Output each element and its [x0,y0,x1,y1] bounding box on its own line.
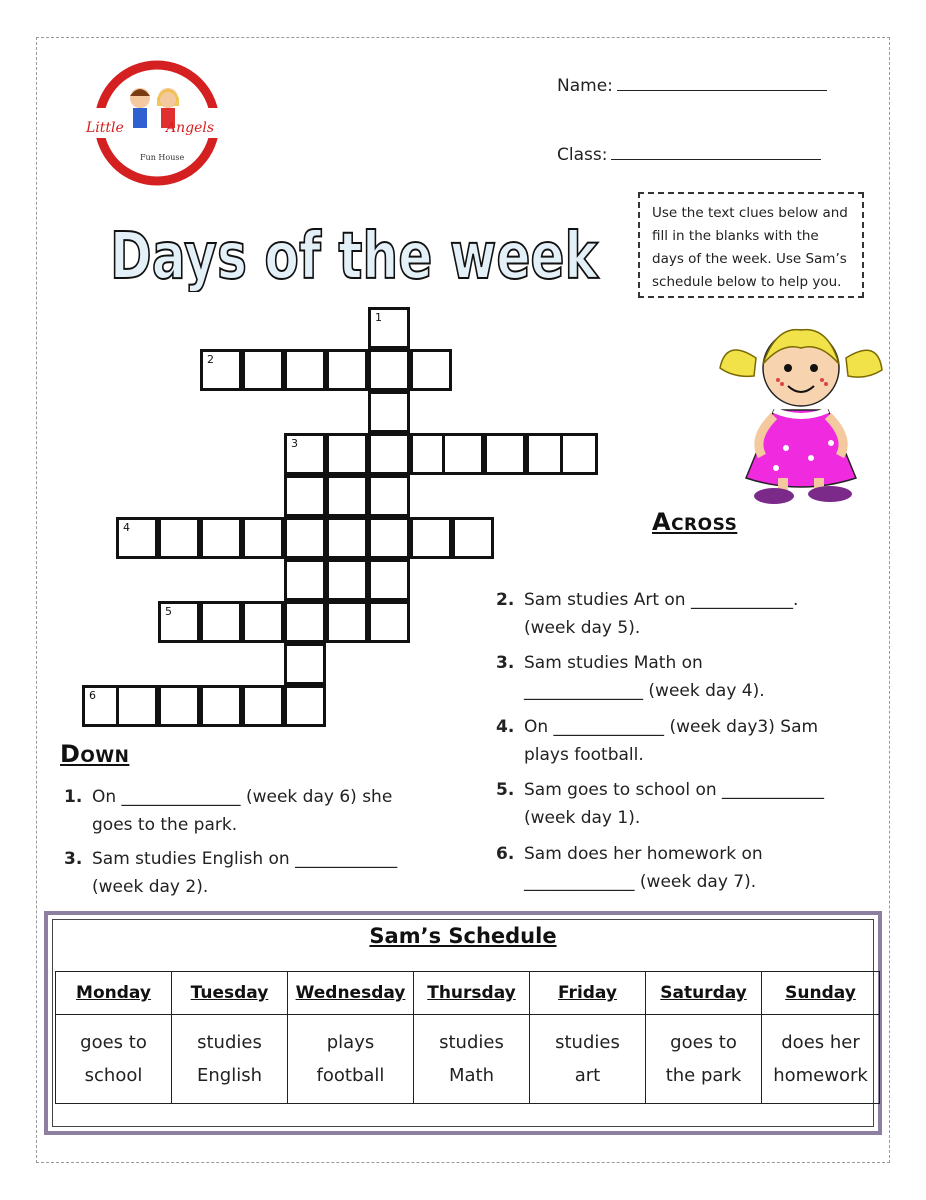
class-label: Class: [557,145,608,165]
crossword-cell[interactable] [242,517,284,559]
girl-illustration [716,318,886,508]
activity-cell: plays football [288,1015,414,1104]
schedule-table [55,971,880,1104]
name-blank[interactable] [617,89,827,91]
crossword-cell[interactable] [200,685,242,727]
crossword-cell[interactable] [442,433,484,475]
crossword-cell[interactable]: 5 [158,601,200,643]
across-clue-5: 5. Sam goes to school on ____________ (week day 1). [496,780,825,828]
day-header: Wednesday [288,972,414,1015]
crossword-cell[interactable]: 3 [284,433,326,475]
across-clue-6: 6. Sam does her homework on _____________ (week day 7). [496,844,763,892]
crossword-cell[interactable] [484,433,526,475]
activity-cell: goes to school [56,1015,172,1104]
class-blank[interactable] [611,158,821,160]
crossword-cell[interactable]: 4 [116,517,158,559]
crossword-cell[interactable] [284,601,326,643]
crossword-cell[interactable] [368,559,410,601]
crossword-cell[interactable] [284,643,326,685]
crossword-cell[interactable] [326,517,368,559]
crossword-cell[interactable]: 2 [200,349,242,391]
crossword-cell[interactable] [368,475,410,517]
crossword-cell[interactable] [284,475,326,517]
day-header: Thursday [414,972,530,1015]
crossword-cell[interactable] [158,685,200,727]
crossword-cell[interactable] [326,601,368,643]
schedule-header-row [56,972,880,1015]
crossword-cell[interactable] [560,433,598,475]
instructions-box: Use the text clues below and fill in the blanks with the days of the week. Use Sam’s schedule below to help you. [638,192,864,298]
crossword-cell[interactable] [326,349,368,391]
crossword-cell[interactable]: 1 [368,307,410,349]
crossword-cell[interactable] [326,475,368,517]
crossword-cell[interactable] [284,349,326,391]
down-clue-3: 3. Sam studies English on ____________ (week day 2). [64,849,398,897]
crossword-cell[interactable] [242,601,284,643]
little-angels-logo [82,58,232,188]
crossword-cell[interactable] [200,601,242,643]
across-heading: Across [652,508,738,536]
crossword-cell[interactable] [410,517,452,559]
crossword-cell[interactable] [116,685,158,727]
crossword-cell[interactable] [284,559,326,601]
activity-cell: goes to the park [646,1015,762,1104]
worksheet-title [108,212,608,292]
schedule-title: Sam’s Schedule [369,924,557,948]
crossword-cell[interactable] [284,685,326,727]
day-header: Monday [56,972,172,1015]
svg-text:Little: Little [86,120,124,136]
crossword-cell[interactable] [200,517,242,559]
crossword-cell[interactable] [368,601,410,643]
activity-cell: does her homework [762,1015,880,1104]
down-heading: Down [60,740,130,768]
activity-cell: studies art [530,1015,646,1104]
crossword-cell[interactable] [368,433,410,475]
crossword-cell[interactable] [368,517,410,559]
crossword-cell[interactable] [242,349,284,391]
crossword-cell[interactable]: 6 [82,685,120,727]
crossword-cell[interactable] [242,685,284,727]
across-clue-4: 4. On _____________ (week day3) Sam plays football. [496,717,819,765]
svg-text:Fun House: Fun House [140,153,185,162]
crossword-cell[interactable] [284,517,326,559]
activity-cell: studies English [172,1015,288,1104]
crossword-cell[interactable] [326,559,368,601]
day-header: Sunday [762,972,880,1015]
day-header: Friday [530,972,646,1015]
crossword-cell[interactable] [368,391,410,433]
class-field[interactable] [557,145,821,165]
svg-text:Days of the week: Days of the week [110,220,600,292]
name-field[interactable] [557,76,827,96]
across-clue-3: 3. Sam studies Math on ______________ (week day 4). [496,653,765,701]
crossword-cell[interactable] [368,349,410,391]
down-clue-1: 1. On ______________ (week day 6) she goes to the park. [64,787,393,835]
svg-text:Angels: Angels [166,120,215,136]
crossword-cell[interactable] [326,433,368,475]
crossword-cell[interactable] [410,349,452,391]
crossword-cell[interactable] [452,517,494,559]
day-header: Tuesday [172,972,288,1015]
day-header: Saturday [646,972,762,1015]
crossword-cell[interactable] [158,517,200,559]
name-label: Name: [557,76,613,96]
activity-cell: studies Math [414,1015,530,1104]
across-clue-2: 2. Sam studies Art on ____________. (week day 5). [496,590,799,638]
schedule-activity-row [56,1015,880,1104]
